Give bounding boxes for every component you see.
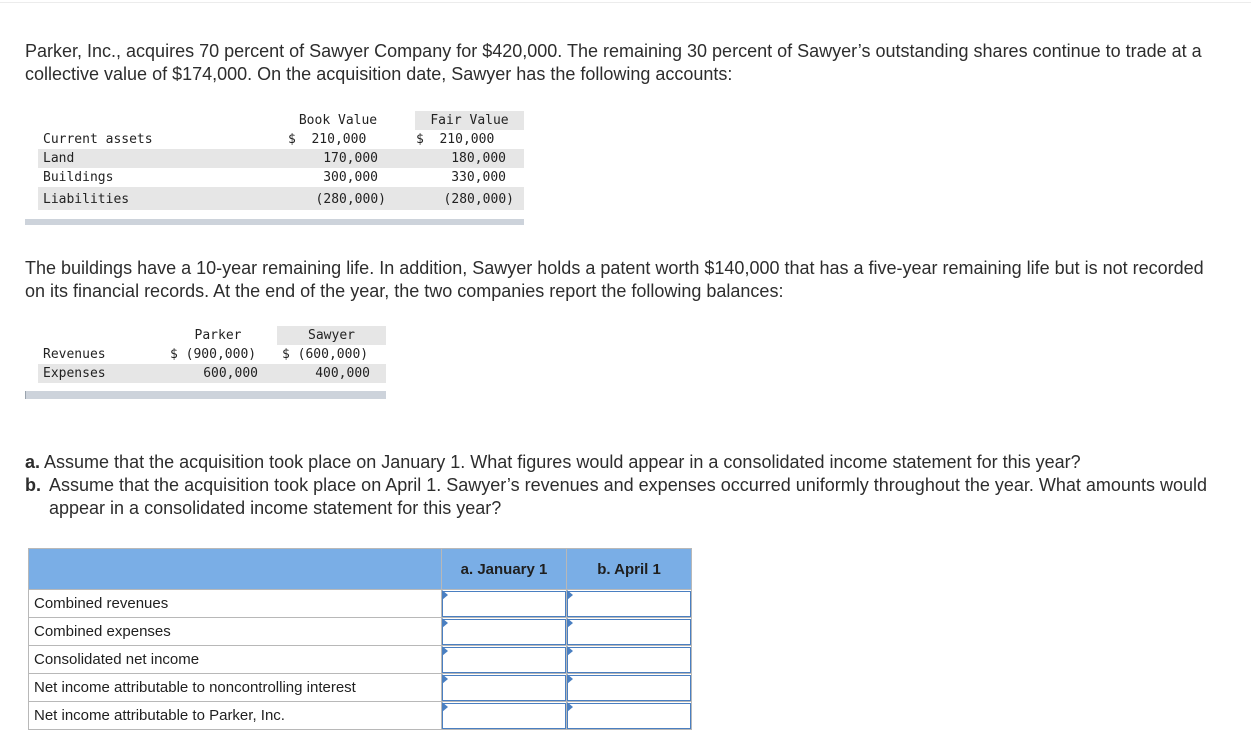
nci-net-income-january-input[interactable] [442,675,566,701]
nci-net-income-april-input[interactable] [567,675,691,701]
question-b [25,474,1215,520]
combined-expenses-january-input[interactable] [442,619,566,645]
table-row [29,674,692,702]
col-header-fair-value: Fair Value [430,113,509,128]
question-a-label: a. [25,452,41,472]
combined-revenues-january-input[interactable] [442,591,566,617]
top-divider [0,2,1251,3]
row-label-nci-net-income: Net income attributable to noncontrolling interest [29,674,442,702]
book-liabilities: (280,000) [315,192,386,207]
question-b-label: b. [25,475,41,495]
book-current-assets: $ 210,000 [288,132,367,147]
parker-net-income-april-input[interactable] [567,703,691,729]
col-header-sawyer: Sawyer [308,328,355,343]
parker-revenues: $ (900,000) [170,347,257,362]
parker-net-income-january-input[interactable] [442,703,566,729]
fair-land: 180,000 [451,151,506,166]
table-row [29,618,692,646]
book-buildings: 300,000 [323,170,378,185]
col-header-book-value: Book Value [298,113,378,128]
consolidated-net-income-april-input[interactable] [567,647,691,673]
sawyer-expenses: 400,000 [315,366,370,381]
intro-paragraph: Parker, Inc., acquires 70 percent of Sawyer Company for $420,000. The remaining 30 percent of Sawyer’s outstanding shares continue to trade at a collective value of $174,000. On the acquisition date, Sawyer has the following accounts: [25,41,1202,84]
question-b-text: Assume that the acquisition took place on April 1. Sawyer’s revenues and expenses occurred uniformly throughout the year. What amounts would appear in a consolidated income statement for this year? [49,475,1207,518]
sawyer-revenues: $ (600,000) [282,347,369,362]
parker-expenses: 600,000 [203,366,258,381]
book-land: 170,000 [323,151,378,166]
answer-table [28,548,692,730]
row-label-land: Land [43,151,75,166]
fair-liabilities: (280,000) [443,192,514,207]
row-label-buildings: Buildings [43,170,114,185]
fair-current-assets: $ 210,000 [416,132,495,147]
combined-expenses-april-input[interactable] [567,619,691,645]
question-a [25,451,1215,474]
header-blank-cell [29,549,442,590]
row-label-liabilities: Liabilities [43,192,130,207]
middle-paragraph: The buildings have a 10-year remaining life. In addition, Sawyer holds a patent worth $140,000 that has a five-year remaining life but is not recorded on its financial records. At the end of the year, the two companies report the following balances: [25,258,1204,301]
row-label-combined-revenues: Combined revenues [29,590,442,618]
accounts-table-bottom-bar [25,219,524,225]
row-label-consolidated-net-income: Consolidated net income [29,646,442,674]
consolidated-net-income-january-input[interactable] [442,647,566,673]
question-a-text: Assume that the acquisition took place on January 1. What figures would appear in a consolidated income statement for this year? [44,452,1081,472]
col-header-parker: Parker [194,328,242,343]
row-label-combined-expenses: Combined expenses [29,618,442,646]
table-row [29,702,692,730]
header-b-april-1: b. April 1 [567,549,692,590]
header-a-january-1: a. January 1 [442,549,567,590]
row-label-current-assets: Current assets [43,132,153,147]
row-label-expenses: Expenses [43,366,106,381]
row-label-parker-net-income: Net income attributable to Parker, Inc. [29,702,442,730]
balances-table-bottom-bar [25,391,386,399]
answer-table-header-row [29,549,692,590]
balances-bar-edge [25,391,26,399]
combined-revenues-april-input[interactable] [567,591,691,617]
row-label-revenues: Revenues [43,347,106,362]
fair-buildings: 330,000 [451,170,506,185]
table-row [29,590,692,618]
table-row [29,646,692,674]
